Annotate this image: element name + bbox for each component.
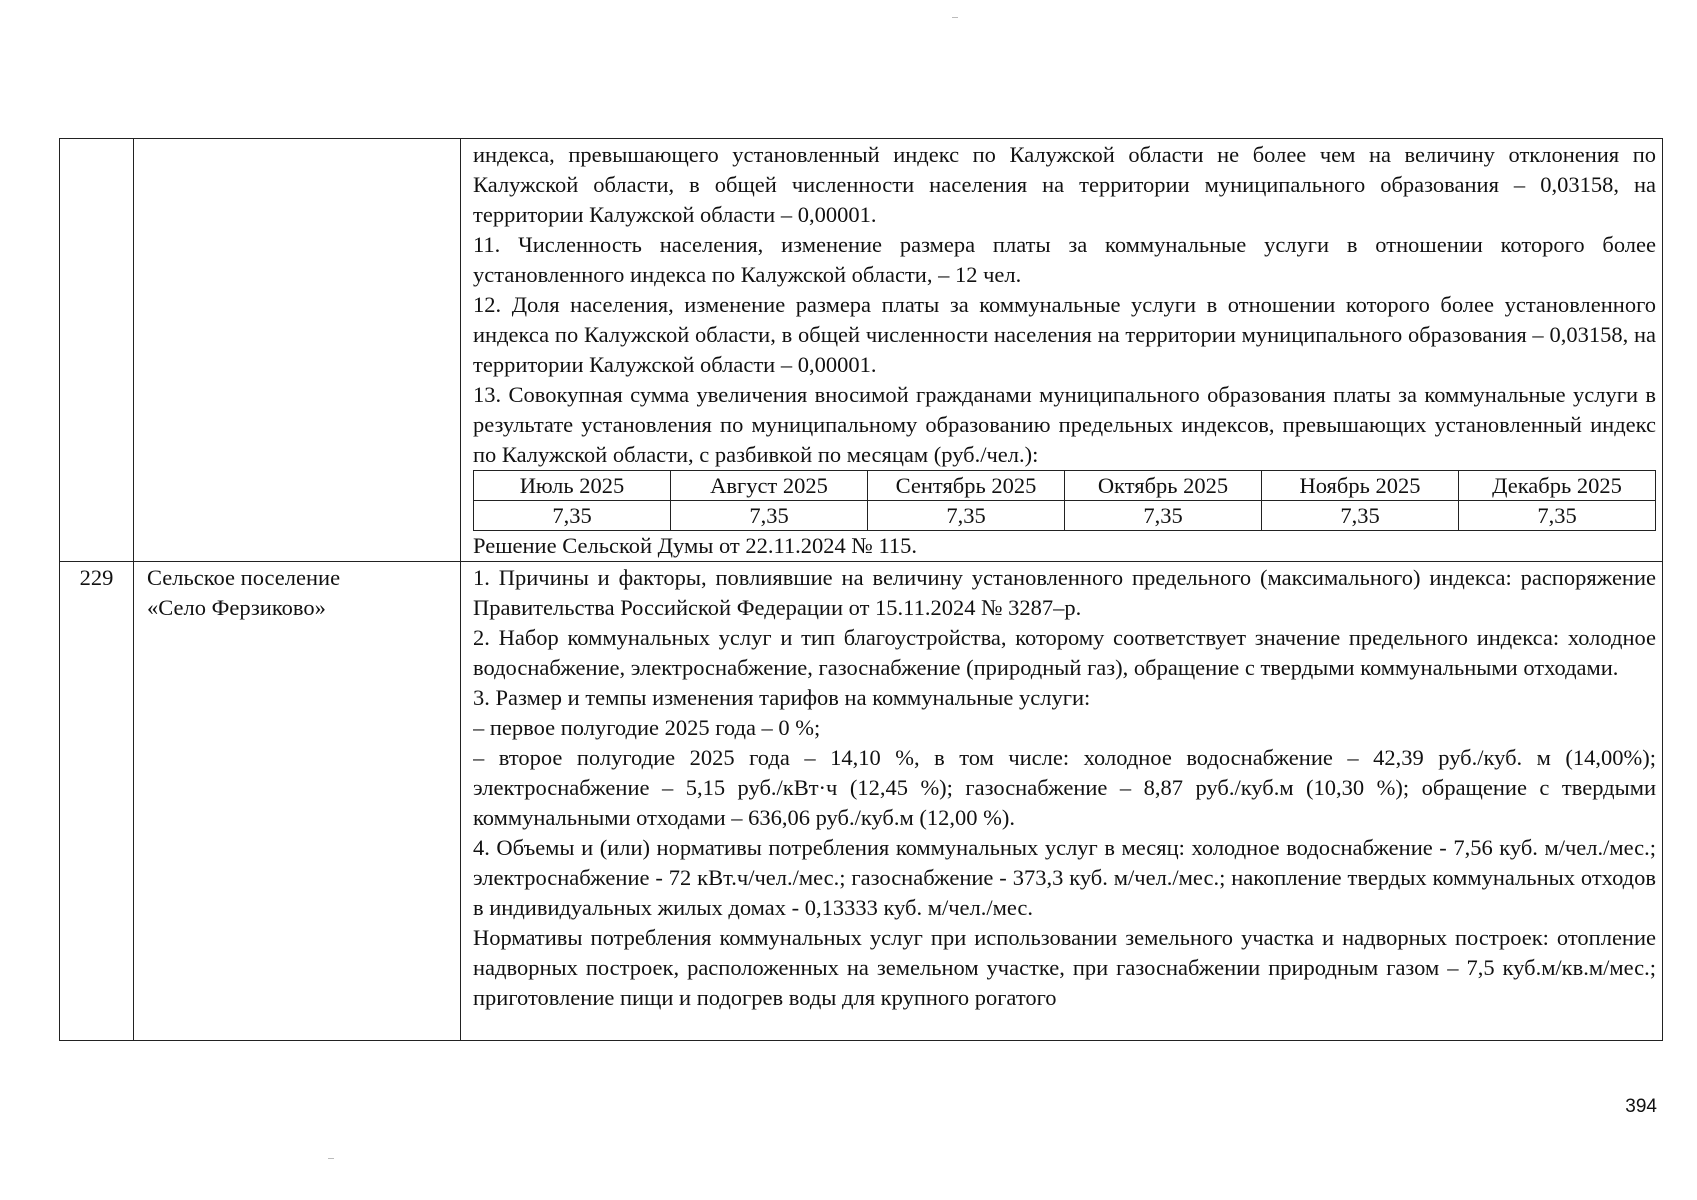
decision-text: Решение Сельской Думы от 22.11.2024 № 115. — [473, 533, 918, 558]
paragraph-3-second-half: – второе полугодие 2025 года – 14,10 %, в том числе: холодное водоснабжение – 42,39 руб./куб. м (14,00%); электроснабжение – 5,15 руб./кВт·ч (12,45 %); газоснабжение – 8,87 руб./куб.м (10,30 %); обращение с твердыми коммунальными отходами – 636,06 руб./куб.м (12,00 %). — [473, 745, 1656, 830]
paragraph-index-share: индекса, превышающего установленный индекс по Калужской области не более чем на величину отклонения по Калужской области, в общей численности населения на территории муниципального образования – 0,03158, на территории Калужской области – 0,00001. — [473, 142, 1656, 227]
month-value: 7,35 — [868, 501, 1065, 531]
month-header: Октябрь 2025 — [1065, 471, 1262, 501]
monthly-table-header-row — [474, 471, 1656, 501]
document-table — [59, 138, 1663, 1041]
table-row — [60, 562, 1663, 1041]
info-content — [473, 563, 1656, 1040]
month-value: 7,35 — [671, 501, 868, 531]
month-header: Сентябрь 2025 — [868, 471, 1065, 501]
paragraph-11: 11. Численность населения, изменение размера платы за коммунальные услуги в отношении которого более установленного индекса по Калужской области, – 12 чел. — [473, 232, 1656, 287]
municipality-name-cell — [134, 139, 461, 562]
month-value: 7,35 — [474, 501, 671, 531]
month-value: 7,35 — [1459, 501, 1656, 531]
municipality-name-line: «Село Ферзиково» — [147, 595, 326, 620]
month-header: Июль 2025 — [474, 471, 671, 501]
page-number: 394 — [1625, 1096, 1657, 1117]
paragraph-13: 13. Совокупная сумма увеличения вносимой гражданами муниципального образования платы за коммунальные услуги в результате установления по муниципальному образованию предельных индексов, превышающих установленный индекс по Калужской области, с разбивкой по месяцам (руб./чел.): — [473, 382, 1656, 467]
month-value: 7,35 — [1065, 501, 1262, 531]
scan-speck — [952, 17, 958, 18]
info-cell — [461, 562, 1663, 1041]
info-cell — [461, 139, 1663, 562]
month-header: Декабрь 2025 — [1459, 471, 1656, 501]
paragraph-3-first-half: – первое полугодие 2025 года – 0 %; — [473, 715, 821, 740]
row-number-cell — [60, 139, 134, 562]
month-header: Ноябрь 2025 — [1262, 471, 1459, 501]
row-number-cell: 229 — [60, 562, 134, 1041]
municipality-name-cell — [134, 562, 461, 1041]
paragraph-12: 12. Доля населения, изменение размера платы за коммунальные услуги в отношении которого более установленного индекса по Калужской области, в общей численности населения на территории муниципального образования – 0,03158, на территории Калужской области – 0,00001. — [473, 292, 1656, 377]
table-row — [60, 139, 1663, 562]
paragraph-2: 2. Набор коммунальных услуг и тип благоустройства, которому соответствует значение предельного индекса: холодное водоснабжение, электроснабжение, газоснабжение (природный газ), обращение с твердыми коммунальными отходами. — [473, 625, 1656, 680]
paragraph-1: 1. Причины и факторы, повлиявшие на величину установленного предельного (максимального) индекса: распоряжение Правительства Российской Федерации от 15.11.2024 № 3287–р. — [473, 565, 1656, 620]
paragraph-3: 3. Размер и темпы изменения тарифов на коммунальные услуги: — [473, 685, 1091, 710]
monthly-table-value-row — [474, 501, 1656, 531]
paragraph-land-norms: Нормативы потребления коммунальных услуг при использовании земельного участка и надворных построек: отопление надворных построек, расположенных на земельном участке, при газоснабжении природным газом – 7,5 куб.м/кв.м/мес.; приготовление пищи и подогрев воды для крупного рогатого — [473, 925, 1656, 1010]
monthly-increase-table — [473, 470, 1656, 531]
month-value: 7,35 — [1262, 501, 1459, 531]
scan-speck — [328, 1158, 334, 1159]
month-header: Август 2025 — [671, 471, 868, 501]
paragraph-4: 4. Объемы и (или) нормативы потребления коммунальных услуг в месяц: холодное водоснабжение - 7,56 куб. м/чел./мес.; электроснабжение - 72 кВт.ч/чел./мес.; газоснабжение - 373,3 куб. м/чел./мес.; накопление твердых коммунальных отходов в индивидуальных жилых домах - 0,13333 куб. м/чел./мес. — [473, 835, 1656, 920]
municipality-name-line: Сельское поселение — [147, 565, 341, 590]
